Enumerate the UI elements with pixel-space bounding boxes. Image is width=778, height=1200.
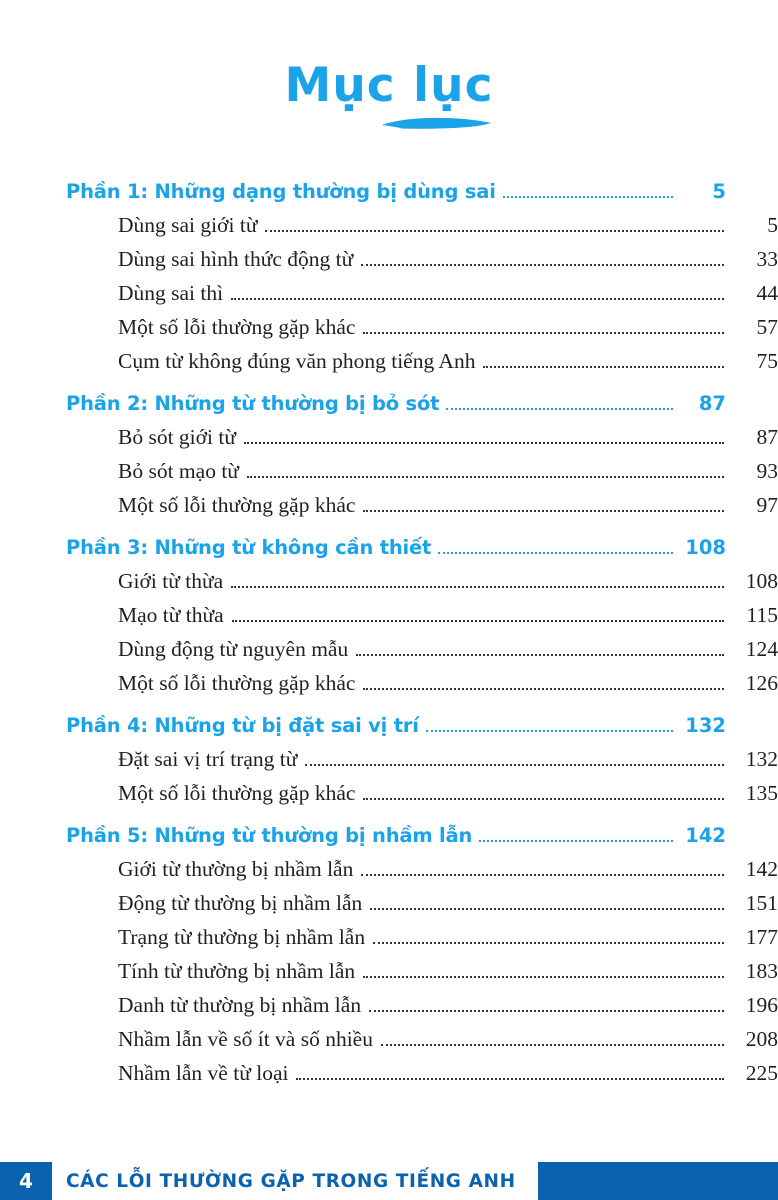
page-title-wrap (0, 58, 778, 152)
toc-entry-row[interactable] (66, 959, 778, 984)
toc-entry-page-number: 208 (745, 1027, 778, 1051)
toc-entry-page-number: 177 (745, 925, 778, 949)
toc-part-label: Phần 2: Những từ thường bị bỏ sót (66, 392, 440, 415)
toc-leader-dots (356, 653, 724, 656)
toc-leader-dots (265, 229, 724, 232)
toc-entry-row[interactable] (66, 781, 778, 806)
toc-entry-label: Động từ thường bị nhầm lẫn (118, 891, 363, 915)
toc-leader-dots (363, 331, 724, 334)
toc-part-row[interactable] (66, 392, 726, 416)
toc-leader-dots (363, 797, 724, 800)
page-footer (0, 1144, 778, 1200)
toc-leader-dots (479, 839, 673, 842)
toc-entry-page-number: 135 (745, 781, 778, 805)
toc-entry-label: Bỏ sót mạo từ (118, 459, 239, 483)
toc-part-page-number: 87 (698, 392, 726, 415)
toc-entry-label: Dùng sai giới từ (118, 213, 258, 237)
toc-part-label: Phần 1: Những dạng thường bị dùng sai (66, 180, 496, 203)
toc-leader-dots (438, 551, 673, 554)
toc-leader-dots (361, 873, 724, 876)
toc-entry-row[interactable] (66, 493, 778, 518)
toc-entry-label: Dùng động từ nguyên mẫu (118, 637, 349, 661)
toc-entry-label: Bỏ sót giới từ (118, 425, 236, 449)
toc-leader-dots (363, 509, 724, 512)
toc-entry-row[interactable] (66, 459, 778, 484)
toc-entry-label: Cụm từ không đúng văn phong tiếng Anh (118, 349, 476, 373)
toc-entry-row[interactable] (66, 637, 778, 662)
toc-entry-page-number: 126 (745, 671, 778, 695)
toc-leader-dots (369, 1009, 724, 1012)
toc-leader-dots (373, 941, 724, 944)
toc-entry-row[interactable] (66, 857, 778, 882)
toc-entry-page-number: 93 (756, 459, 778, 483)
toc-entry-row[interactable] (66, 993, 778, 1018)
toc-part-label: Phần 4: Những từ bị đặt sai vị trí (66, 714, 419, 737)
toc-part-row[interactable] (66, 824, 726, 848)
table-of-contents (66, 180, 778, 1086)
toc-entry-row[interactable] (66, 569, 778, 594)
toc-entry-label: Giới từ thừa (118, 569, 224, 593)
toc-entry-page-number: 44 (756, 281, 778, 305)
toc-entry-page-number: 151 (745, 891, 778, 915)
toc-entry-label: Mạo từ thừa (118, 603, 224, 627)
toc-entry-page-number: 57 (756, 315, 778, 339)
toc-leader-dots (363, 687, 724, 690)
toc-entry-page-number: 87 (756, 425, 778, 449)
toc-leader-dots (483, 365, 724, 368)
toc-entry-label: Dùng sai hình thức động từ (118, 247, 354, 271)
toc-leader-dots (381, 1043, 724, 1046)
toc-entry-label: Tính từ thường bị nhầm lẫn (118, 959, 356, 983)
toc-entry-row[interactable] (66, 213, 778, 238)
toc-entry-label: Một số lỗi thường gặp khác (118, 781, 356, 805)
toc-entry-page-number: 225 (745, 1061, 778, 1085)
toc-entry-page-number: 75 (756, 349, 778, 373)
toc-part-label: Phần 3: Những từ không cần thiết (66, 536, 432, 559)
toc-entry-label: Trạng từ thường bị nhầm lẫn (118, 925, 366, 949)
toc-entry-label: Dùng sai thì (118, 281, 224, 305)
toc-leader-dots (503, 195, 673, 198)
title-flourish-icon (381, 114, 501, 130)
toc-part-row[interactable] (66, 180, 726, 204)
toc-entry-row[interactable] (66, 349, 778, 374)
toc-part-page-number: 5 (712, 180, 726, 203)
toc-entry-label: Một số lỗi thường gặp khác (118, 671, 356, 695)
toc-leader-dots (446, 407, 673, 410)
toc-part-label: Phần 5: Những từ thường bị nhầm lẫn (66, 824, 473, 847)
toc-part-page-number: 142 (685, 824, 726, 847)
toc-entry-row[interactable] (66, 281, 778, 306)
toc-entry-label: Danh từ thường bị nhầm lẫn (118, 993, 362, 1017)
toc-leader-dots (231, 585, 724, 588)
toc-entry-page-number: 132 (745, 747, 778, 771)
toc-entry-label: Một số lỗi thường gặp khác (118, 315, 356, 339)
toc-leader-dots (232, 619, 724, 622)
toc-part-row[interactable] (66, 714, 726, 738)
toc-entry-page-number: 196 (745, 993, 778, 1017)
toc-leader-dots (370, 907, 724, 910)
toc-leader-dots (363, 975, 724, 978)
footer-book-title: CÁC LỖI THƯỜNG GẶP TRONG TIẾNG ANH (66, 1170, 516, 1192)
toc-entry-row[interactable] (66, 671, 778, 696)
toc-entry-page-number: 124 (745, 637, 778, 661)
toc-entry-label: Nhầm lẫn về từ loại (118, 1061, 289, 1085)
page-title-text: Mục lục (284, 58, 494, 113)
toc-part-page-number: 132 (685, 714, 726, 737)
toc-leader-dots (231, 297, 724, 300)
toc-entry-label: Đặt sai vị trí trạng từ (118, 747, 298, 771)
toc-entry-page-number: 108 (745, 569, 778, 593)
toc-leader-dots (305, 763, 724, 766)
toc-entry-row[interactable] (66, 925, 778, 950)
toc-entry-label: Nhầm lẫn về số ít và số nhiều (118, 1027, 373, 1051)
toc-entry-page-number: 33 (756, 247, 778, 271)
toc-leader-dots (426, 729, 673, 732)
toc-entry-row[interactable] (66, 891, 778, 916)
page-title (284, 58, 494, 113)
toc-entry-row[interactable] (66, 1027, 778, 1052)
footer-page-number: 4 (19, 1169, 33, 1193)
toc-entry-page-number: 97 (756, 493, 778, 517)
toc-entry-label: Giới từ thường bị nhầm lẫn (118, 857, 354, 881)
toc-entry-row[interactable] (66, 315, 778, 340)
toc-entry-row[interactable] (66, 1061, 778, 1086)
toc-leader-dots (361, 263, 724, 266)
toc-entry-row[interactable] (66, 425, 778, 450)
toc-entry-row[interactable] (66, 747, 778, 772)
toc-entry-page-number: 115 (746, 603, 778, 627)
toc-part-row[interactable] (66, 536, 726, 560)
toc-entry-row[interactable] (66, 603, 778, 628)
toc-entry-page-number: 5 (767, 213, 778, 237)
footer-title-plate (52, 1162, 538, 1200)
toc-entry-label: Một số lỗi thường gặp khác (118, 493, 356, 517)
toc-entry-page-number: 142 (745, 857, 778, 881)
toc-leader-dots (296, 1077, 724, 1080)
footer-content (0, 1162, 538, 1200)
toc-entry-page-number: 183 (745, 959, 778, 983)
toc-leader-dots (247, 475, 724, 478)
toc-leader-dots (244, 441, 724, 444)
toc-part-page-number: 108 (685, 536, 726, 559)
toc-entry-row[interactable] (66, 247, 778, 272)
